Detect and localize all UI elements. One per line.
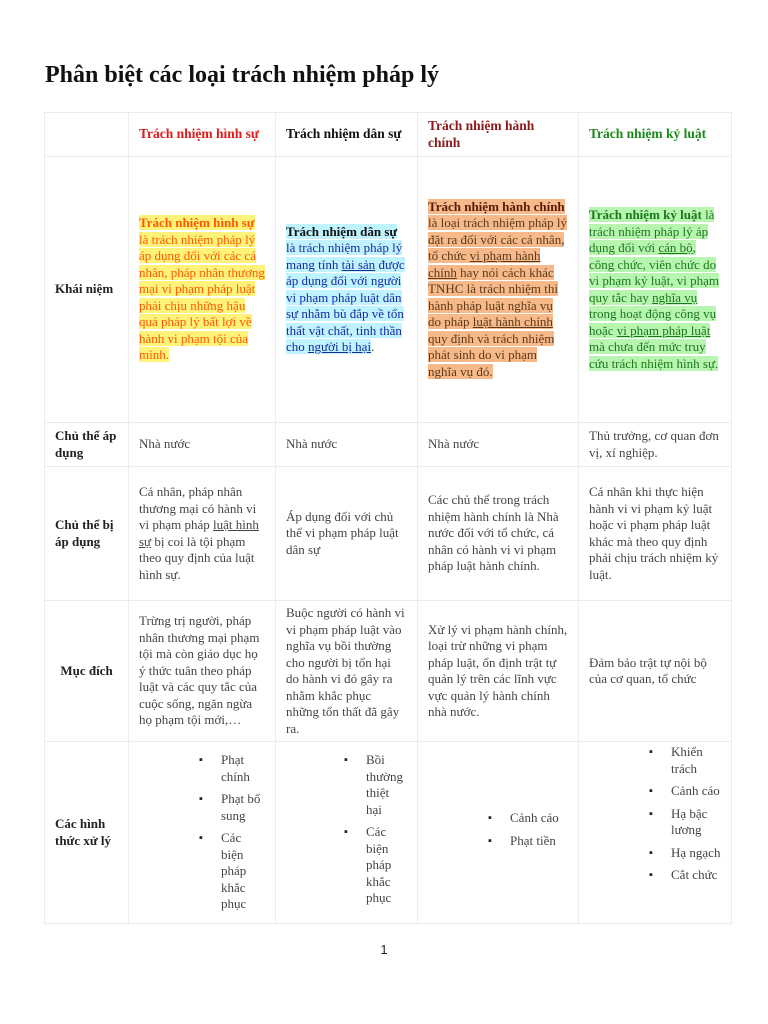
row-purpose <box>45 601 732 742</box>
page-number: 1 <box>380 942 388 957</box>
forms-criminal <box>129 742 276 924</box>
applier-criminal: Nhà nước <box>129 423 276 467</box>
header-criminal: Trách nhiệm hình sự <box>129 113 276 157</box>
concept-discipline: Trách nhiệm kỷ luật là trách nhiệm pháp lý áp dụng đối với cán bộ, công chức, viên chức do vi phạm kỷ luật, vi phạm quy tắc hay nghĩa vụ trong hoạt động công vụ hoặc vi phạm pháp luật mà chưa đến mức truy cứu trách nhiệm hình sự. <box>579 157 732 423</box>
row-subject <box>45 467 732 601</box>
applier-administrative: Nhà nước <box>418 423 579 467</box>
row-label-forms: Các hình thức xử lý <box>45 742 129 924</box>
header-administrative: Trách nhiệm hành chính <box>418 113 579 157</box>
list-item: ▪ Cắt chức <box>649 867 721 884</box>
row-label-concept: Khái niệm <box>45 157 129 423</box>
page-title: Phân biệt các loại trách nhiệm pháp lý <box>45 62 440 88</box>
row-label-subject: Chủ thể bị áp dụng <box>45 467 129 601</box>
subject-civil: Áp dụng đối với chủ thể vi phạm pháp luật dân sự <box>276 467 418 601</box>
list-item: ▪ Cảnh cáo <box>488 810 568 827</box>
purpose-criminal: Trừng trị người, pháp nhân thương mại phạm tội mà còn giáo dục họ ý thức tuân theo pháp luật và các quy tắc của cuộc sống, ngăn ngừa họ phạm tội mới,… <box>129 601 276 742</box>
row-applier <box>45 423 732 467</box>
header-civil: Trách nhiệm dân sự <box>276 113 418 157</box>
header-row <box>45 113 732 157</box>
concept-administrative: Trách nhiệm hành chính là loại trách nhiệm pháp lý đặt ra đối với các cá nhân, tổ chức vi phạm hành chính hay nói cách khác TNHC là trách nhiệm thi hành pháp luật nghĩa vụ do pháp luật hành chính quy định và trách nhiệm phát sinh do vi phạm nghĩa vụ đó. <box>418 157 579 423</box>
list-item: ▪ Hạ ngạch <box>649 845 721 862</box>
list-item: ▪ Phạt chính <box>199 752 265 785</box>
list-item: ▪ Khiển trách <box>649 744 721 777</box>
corner-cell <box>45 113 129 157</box>
list-item: ▪ Các biện pháp khắc phục <box>199 830 265 913</box>
subject-administrative: Các chủ thể trong trách nhiệm hành chính là Nhà nước đối với tổ chức, cá nhân có hành vi vi phạm pháp luật hành chính. <box>418 467 579 601</box>
list-item: ▪ Bồi thường thiệt hại <box>344 752 407 818</box>
header-discipline: Trách nhiệm kỷ luật <box>579 113 732 157</box>
concept-civil: Trách nhiệm dân sự là trách nhiệm pháp lý mang tính tài sản được áp dụng đối với người vi phạm pháp luật dân sự nhằm bù đắp về tổn thất vật chất, tinh thần cho người bị hại. <box>276 157 418 423</box>
purpose-discipline: Đảm bảo trật tự nội bộ của cơ quan, tổ chức <box>579 601 732 742</box>
forms-list <box>344 752 407 907</box>
purpose-administrative: Xử lý vi phạm hành chính, loại trừ những vi phạm pháp luật, ổn định trật tự quản lý trên các lĩnh vực vực quản lý hành chính nhà nước. <box>418 601 579 742</box>
row-label-applier: Chủ thể áp dụng <box>45 423 129 467</box>
list-item: ▪ Phạt tiền <box>488 833 568 850</box>
forms-list <box>649 744 721 884</box>
row-forms <box>45 742 732 924</box>
concept-criminal: Trách nhiệm hình sự là trách nhiệm pháp lý áp dụng đối với các cá nhân, pháp nhân thương mại vi phạm pháp luật phải chịu những hậu quả pháp lý bất lợi về hành vi phạm tội của mình. <box>129 157 276 423</box>
subject-criminal: Cá nhân, pháp nhân thương mại có hành vi vi phạm pháp luật hình sự bị coi là tội phạm theo quy định của luật hình sự. <box>129 467 276 601</box>
forms-list <box>199 752 265 913</box>
row-concept <box>45 157 732 423</box>
subject-discipline: Cá nhân khi thực hiện hành vi vi phạm kỷ luật hoặc vi phạm pháp luật khác mà theo quy định phải chịu trách nhiệm kỷ luật. <box>579 467 732 601</box>
list-item: ▪ Các biện pháp khắc phục <box>344 824 407 907</box>
comparison-table <box>44 112 732 924</box>
list-item: ▪ Phạt bổ sung <box>199 791 265 824</box>
list-item: ▪ Hạ bậc lương <box>649 806 721 839</box>
list-item: ▪ Cảnh cáo <box>649 783 721 800</box>
row-label-purpose: Mục đích <box>45 601 129 742</box>
forms-list <box>488 810 568 849</box>
forms-discipline <box>579 742 732 924</box>
applier-civil: Nhà nước <box>276 423 418 467</box>
forms-civil <box>276 742 418 924</box>
applier-discipline: Thủ trưởng, cơ quan đơn vị, xí nghiệp. <box>579 423 732 467</box>
forms-administrative <box>418 742 579 924</box>
purpose-civil: Buộc người có hành vi vi phạm pháp luật vào nghĩa vụ bồi thường cho người bị tổn hại do hành vi đó gây ra nhằm khắc phục những tổn thất đã gây ra. <box>276 601 418 742</box>
